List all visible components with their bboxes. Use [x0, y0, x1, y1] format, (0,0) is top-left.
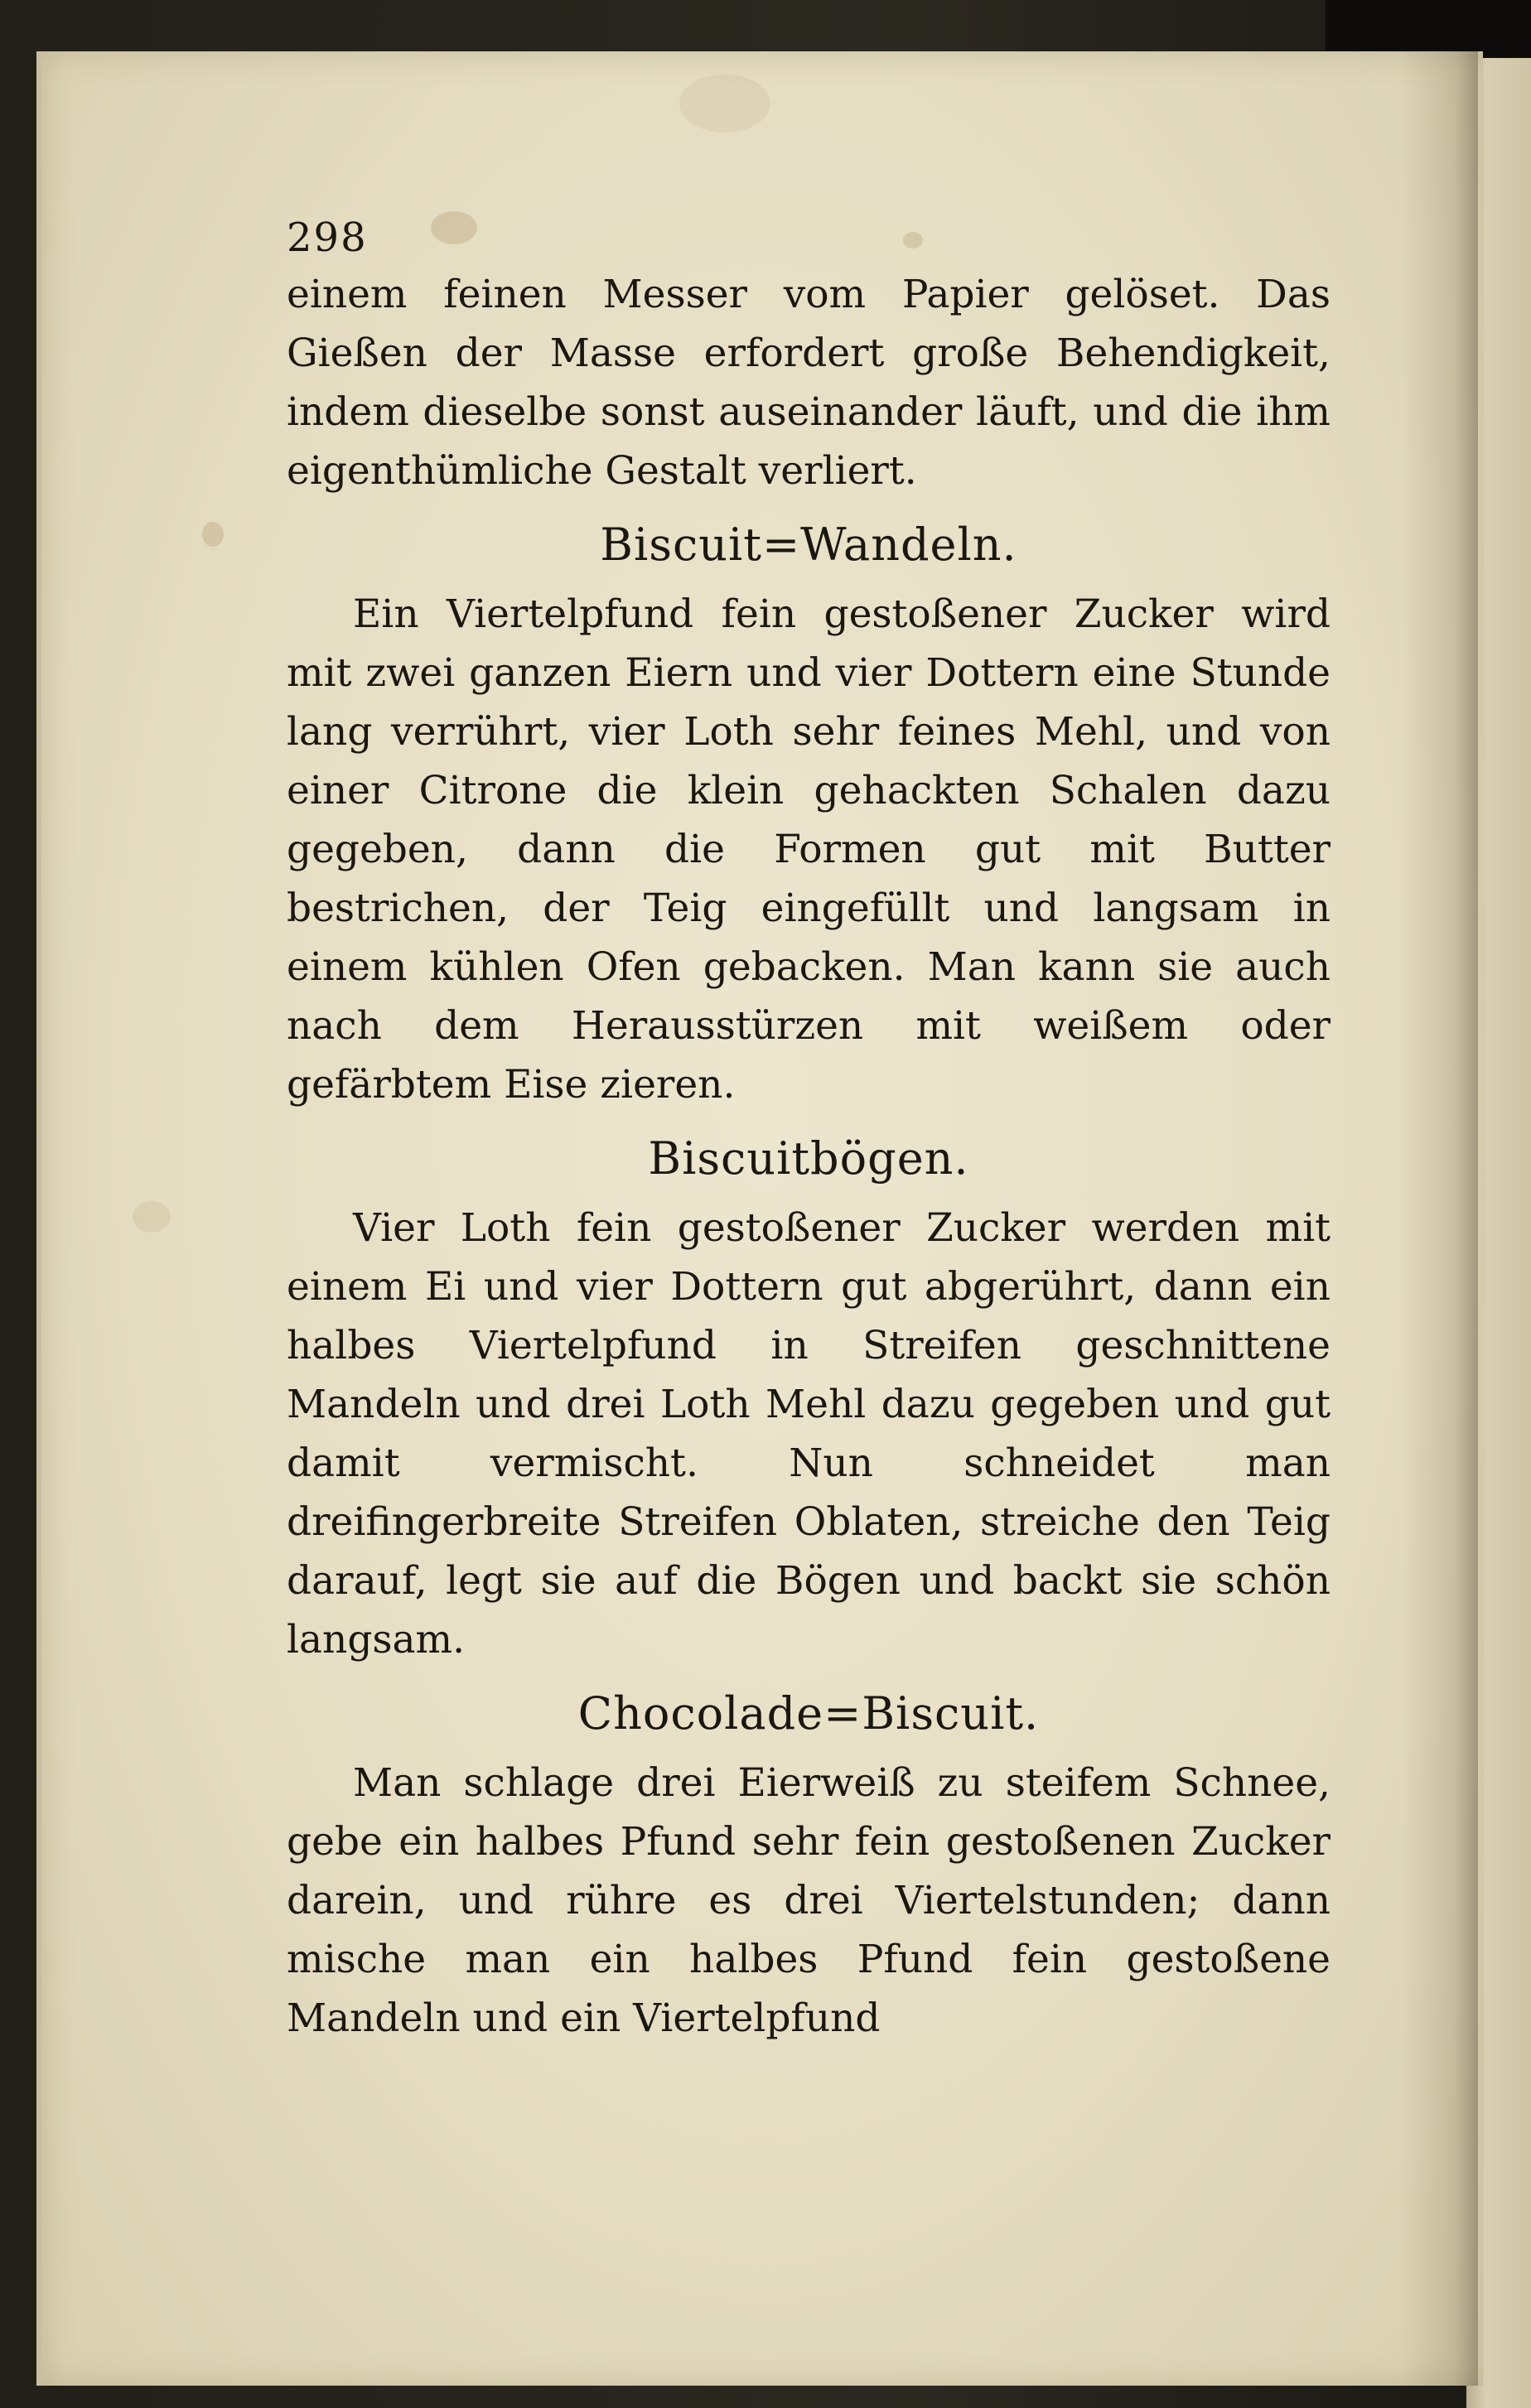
- paper-stain: [133, 1201, 171, 1233]
- paper-stain: [202, 522, 224, 547]
- page-content: [287, 217, 1331, 2048]
- heading-biscuitboegen: Biscuitbögen.: [648, 1132, 969, 1185]
- paragraph-biscuit-wandeln: Ein Viertelpfund fein gestoßener Zucker wird mit zwei ganzen Eiern und vier Dottern eine Stunde lang verrührt, vier Loth sehr feines Mehl, und von einer Citrone die klein gehackten Schalen dazu gegeben, dann die Formen gut mit Butter bestrichen, der Teig eingefüllt und langsam in einem kühlen Ofen gebacken. Man kann sie auch nach dem Herausstürzen mit weißem oder gefärbtem Eise zieren.: [287, 591, 1331, 1107]
- page-gutter-shadow: [1400, 51, 1478, 2386]
- paragraph-intro: einem feinen Messer vom Papier gelöset. Das Gießen der Masse erfordert große Behendigkeit, indem dieselbe sonst auseinander läuft, und die ihm eigenthümliche Gestalt verliert.: [287, 272, 1331, 494]
- heading-chocolade-biscuit: Chocolade=Biscuit.: [577, 1687, 1040, 1740]
- page-number: 298: [287, 215, 368, 261]
- scan-top-strip: [1326, 0, 1531, 58]
- paragraph-biscuitboegen: Vier Loth fein gestoßener Zucker werden mit einem Ei und vier Dottern gut abgerührt, dann ein halbes Viertelpfund in Streifen geschnittene Mandeln und drei Loth Mehl dazu gegeben und gut damit vermischt. Nun schneidet man dreifingerbreite Streifen Oblaten, streiche den Teig darauf, legt sie auf die Bögen und backt sie schön langsam.: [287, 1205, 1331, 1662]
- paper-stain: [679, 75, 770, 133]
- heading-biscuit-wandeln: Biscuit=Wandeln.: [600, 519, 1017, 571]
- paragraph-chocolade-biscuit: Man schlage drei Eierweiß zu steifem Schnee, gebe ein halbes Pfund sehr fein gestoßenen Zucker darein, und rühre es drei Viertelstunden; dann mische man ein halbes Pfund fein gestoßene Mandeln und ein Viertelpfund: [287, 1760, 1331, 2041]
